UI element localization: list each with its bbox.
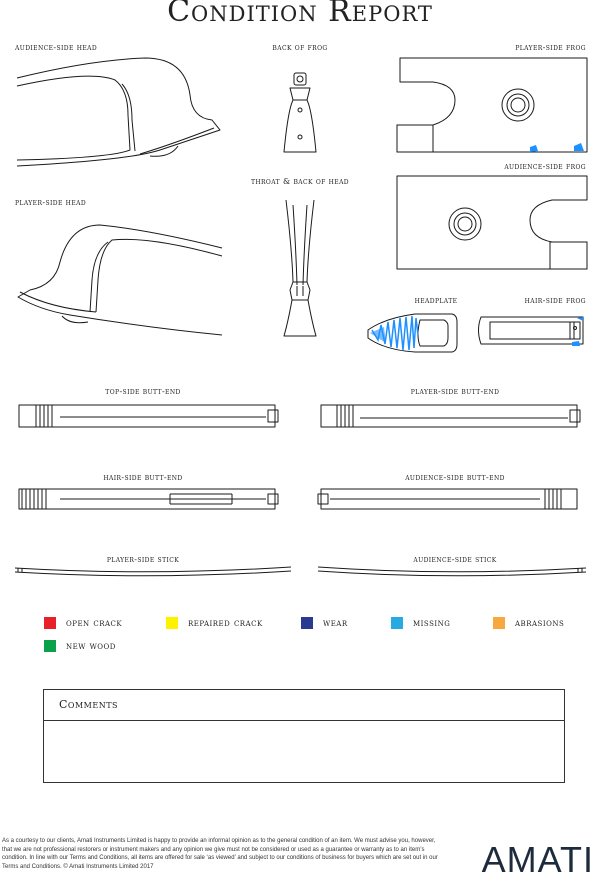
label-player-side-head: player-side head [15,198,87,207]
swatch-missing [391,617,403,629]
amati-logo: AMATI [481,839,594,880]
label-hair-side-butt-end: hair-side butt-end [103,473,183,482]
page-title: Condition Report [167,0,433,29]
legend-item-new-wood [44,640,116,652]
comments-textarea[interactable] [44,721,568,786]
swatch-open-crack [44,617,56,629]
legend-item-missing [391,617,450,629]
legend-label: abrasions [515,617,565,629]
label-player-side-butt-end: player-side butt-end [410,387,500,396]
comments-title: Comments [59,698,119,711]
label-audience-side-butt-end: audience-side butt-end [405,473,505,482]
legend-label: wear [323,617,348,629]
swatch-wear [301,617,313,629]
comments-box [43,689,565,783]
label-player-side-frog: player-side frog [515,43,586,52]
legend-item-wear [301,617,348,629]
disclaimer-text: As a courtesy to our clients, Amati Instruments Limited is happy to provide an informal opinion as to the general condition of an item. We must advise you, however, that we are not professional restorers or instrument makers and any opinion we give must not be considered or used as a guarantee or warranty as to an item’s condition. In line with our Terms and Conditions, all items are offered for sale ‘as viewed’ and subject to our conditions of business for buyers which are set out in our Terms and Conditions. © Amati Instruments Limited 2017 [2,838,438,870]
swatch-abrasions [493,617,505,629]
label-throat-back-of-head: throat & back of head [250,177,350,186]
label-audience-side-frog: audience-side frog [504,162,586,171]
label-hair-side-frog: hair-side frog [524,296,586,305]
label-audience-side-head: audience-side head [15,43,98,52]
legend-item-open-crack [44,617,122,629]
label-back-of-frog: back of frog [272,43,328,52]
label-player-side-stick: player-side stick [106,555,180,564]
label-audience-side-stick: audience-side stick [413,555,497,564]
comments-header [44,690,564,721]
legend-label: open crack [66,617,123,629]
legend-label: missing [413,617,451,629]
legend-label: repaired crack [188,617,263,629]
label-top-side-butt-end: top-side butt-end [105,387,181,396]
swatch-repaired-crack [166,617,178,629]
legend-label: new wood [66,640,116,652]
legend [0,617,600,667]
legend-item-abrasions [493,617,564,629]
legend-item-repaired-crack [166,617,263,629]
swatch-new-wood [44,640,56,652]
label-headplate: headplate [414,296,458,305]
